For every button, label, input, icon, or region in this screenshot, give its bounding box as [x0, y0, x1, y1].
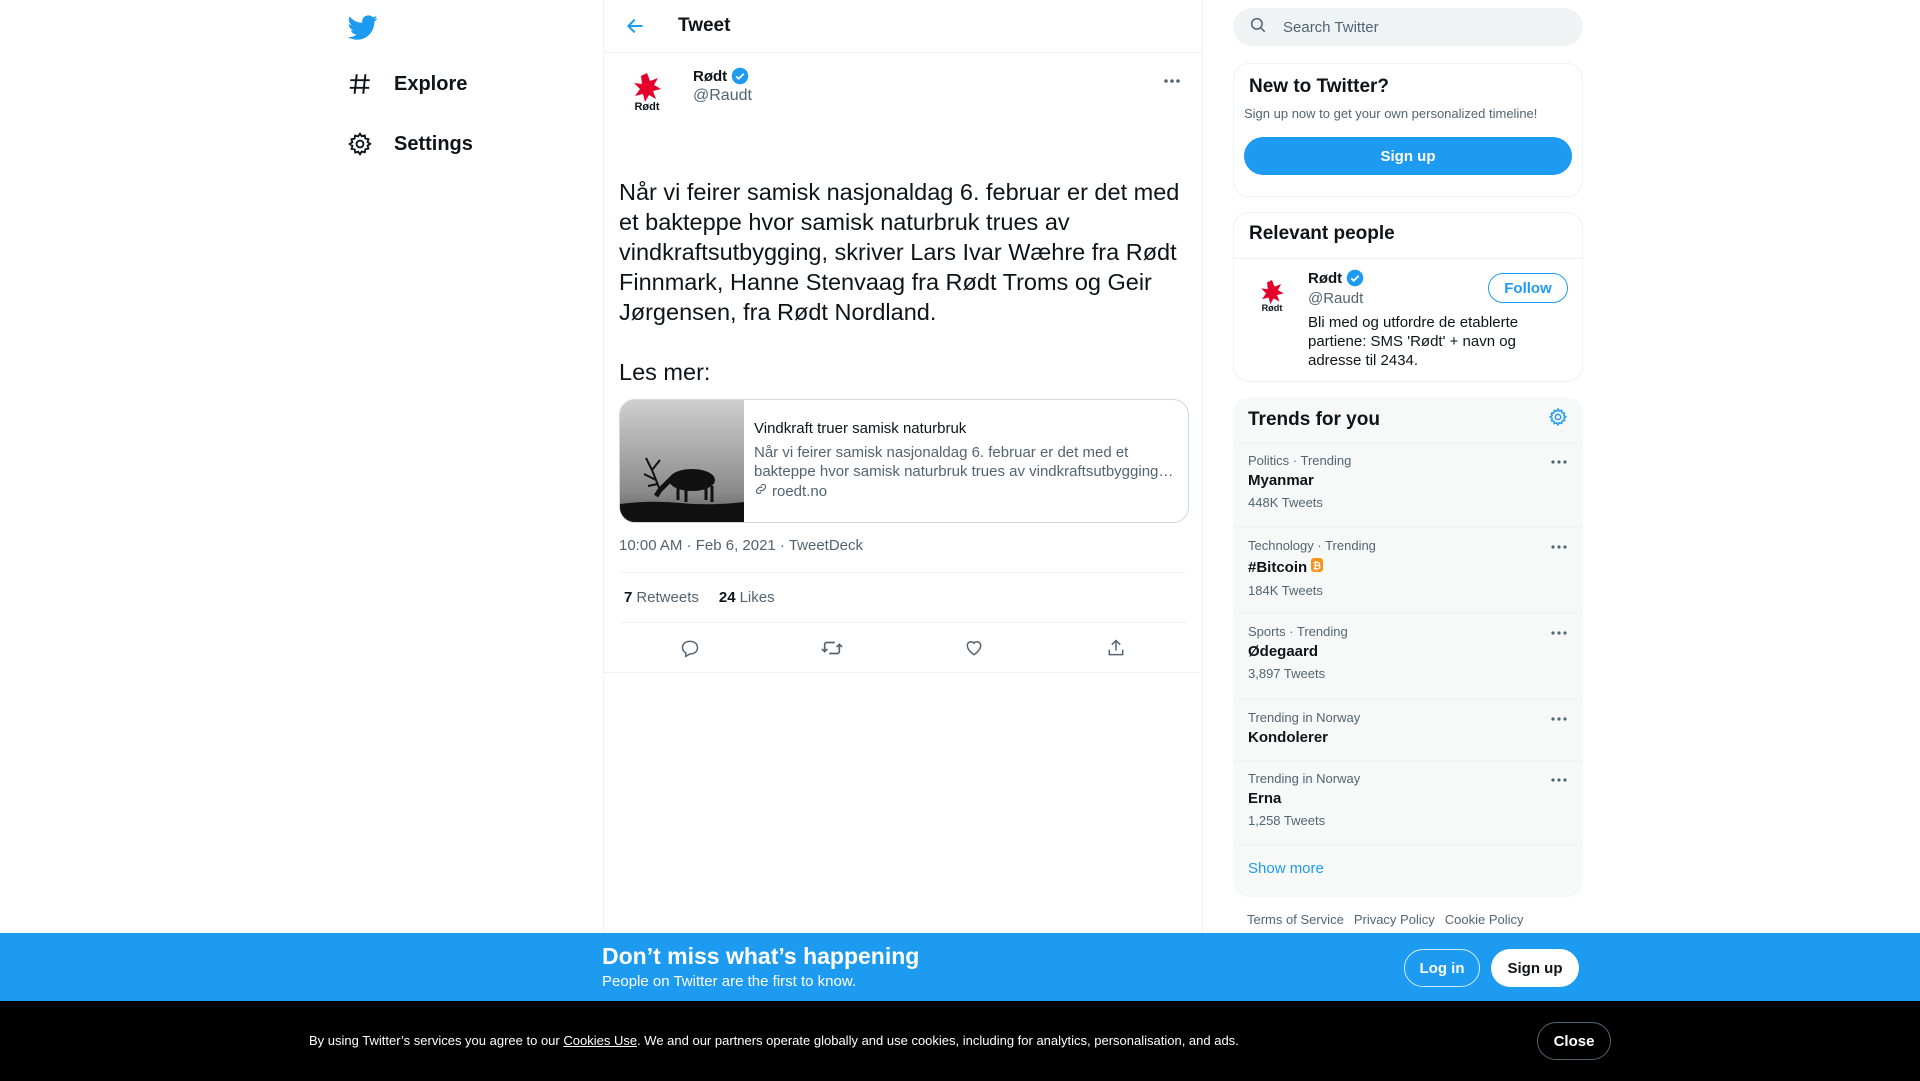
search-icon [1249, 16, 1267, 39]
back-arrow-icon[interactable] [620, 11, 650, 41]
card-domain [754, 482, 1174, 500]
reply-icon[interactable] [673, 631, 707, 665]
trends-panel [1233, 397, 1583, 897]
author-name-text: Rødt [693, 67, 728, 85]
likes-count: 24 [718, 589, 736, 606]
cookie-consent-bar [0, 1001, 1920, 1081]
svg-text:₿: ₿ [1313, 561, 1322, 572]
author-name[interactable] [693, 67, 749, 85]
link-icon [754, 482, 772, 500]
gear-icon[interactable] [1548, 407, 1568, 432]
more-options-icon[interactable] [1547, 624, 1571, 642]
tweet-author [619, 53, 1187, 125]
share-icon[interactable] [1099, 631, 1133, 665]
search-bar[interactable] [1233, 8, 1583, 46]
tweet-body: Når vi feirer samisk nasjonaldag 6. februar er det med et bakteppe hvor samisk naturbruk trues av vindkraftsutbygging, skriver Lars Ivar Wæhre fra Rødt Finnmark, Hanne Stenvaag fra Rødt Troms og Geir Jørgensen, fra Rødt Nordland. Les mer: [619, 179, 1180, 385]
author-avatar[interactable] [623, 67, 671, 115]
relevant-people-panel [1233, 212, 1583, 382]
tweet-actions [604, 623, 1202, 673]
verified-badge-icon [1346, 269, 1364, 287]
relevant-people-title: Relevant people [1234, 213, 1582, 259]
trend-category: Politics · Trending [1248, 453, 1352, 468]
like-icon[interactable] [957, 631, 991, 665]
new-to-twitter-title: New to Twitter? [1249, 76, 1390, 97]
trend-count: 448K Tweets [1248, 495, 1323, 510]
card-thumbnail [620, 400, 744, 523]
more-options-icon[interactable] [1547, 710, 1571, 728]
trend-item[interactable] [1233, 700, 1583, 761]
retweets-count: 7 [624, 589, 633, 606]
login-button[interactable]: Log in [1404, 949, 1480, 987]
signup-button[interactable]: Sign up [1491, 949, 1579, 987]
card-domain-text: roedt.no [772, 482, 828, 500]
trend-name: Erna [1248, 790, 1282, 807]
more-options-icon[interactable] [1547, 771, 1571, 789]
close-cookie-button[interactable]: Close [1537, 1022, 1611, 1060]
nav-settings[interactable] [346, 124, 473, 164]
tweet-detail [604, 53, 1202, 673]
more-options-icon[interactable] [1157, 69, 1187, 93]
trend-name: Myanmar [1248, 472, 1314, 489]
trend-category: Sports · Trending [1248, 624, 1348, 639]
trend-item[interactable] [1233, 761, 1583, 846]
sidebar-signup-button[interactable]: Sign up [1244, 137, 1572, 175]
more-options-icon[interactable] [1547, 453, 1571, 471]
relevant-handle[interactable]: @Raudt [1308, 290, 1364, 307]
trend-count: 3,897 Tweets [1248, 666, 1326, 681]
nav-explore[interactable] [346, 64, 467, 104]
trend-category: Trending in Norway [1248, 710, 1361, 725]
banner-title: Don’t miss what’s happening [602, 943, 920, 969]
card-body [744, 400, 1184, 522]
trend-count: 184K Tweets [1248, 583, 1323, 598]
relevant-name[interactable] [1308, 269, 1364, 287]
author-handle[interactable]: @Raudt [693, 87, 752, 104]
trend-category: Technology · Trending [1248, 538, 1376, 553]
cookie-text [309, 1033, 1239, 1048]
link-card[interactable] [619, 399, 1189, 523]
trend-name: Kondolerer [1248, 729, 1329, 746]
nav-explore-label: Explore [394, 72, 468, 95]
cookie-policy-link[interactable]: Cookie Policy [1444, 912, 1524, 927]
cookie-text-before: By using Twitter’s services you agree to our [309, 1033, 564, 1048]
relevant-bio: Bli med og utfordre de etablerte partiene: SMS 'Rødt' + navn og adresse til 2434. [1308, 314, 1519, 369]
trend-name-row [1248, 557, 1568, 577]
signup-banner [0, 933, 1920, 1001]
tweet-header [604, 0, 1202, 53]
trend-count: 1,258 Tweets [1248, 813, 1326, 828]
trend-category: Trending in Norway [1248, 771, 1361, 786]
main-column [603, 0, 1203, 1081]
trend-name: #Bitcoin [1248, 558, 1308, 576]
cookie-text-after: . We and our partners operate globally and use cookies, including for analytics, personalisation, and ads. [637, 1033, 1239, 1048]
card-description: Når vi feirer samisk nasjonaldag 6. februar er det med et bakteppe hvor samisk naturbruk trues av vindkraftsutbygging… [754, 444, 1174, 480]
tweet-timestamp[interactable]: 10:00 AM · Feb 6, 2021 · TweetDeck [619, 537, 1187, 573]
twitter-bird-icon[interactable] [348, 12, 378, 42]
retweet-icon[interactable] [815, 631, 849, 665]
footer-links [1247, 912, 1524, 927]
retweets-label: Retweets [636, 589, 699, 606]
trend-item[interactable] [1233, 443, 1583, 528]
gear-icon [346, 130, 374, 158]
privacy-link[interactable]: Privacy Policy [1353, 912, 1435, 927]
new-to-twitter-panel [1233, 63, 1583, 197]
terms-link[interactable]: Terms of Service [1247, 912, 1344, 927]
relevant-avatar[interactable] [1252, 275, 1292, 315]
follow-button[interactable]: Follow [1488, 273, 1568, 303]
retweets-stat[interactable] [624, 589, 699, 606]
trend-item[interactable] [1233, 528, 1583, 614]
likes-label: Likes [739, 589, 775, 606]
trends-title: Trends for you [1248, 408, 1380, 430]
hashtag-icon [346, 70, 374, 98]
likes-stat[interactable] [719, 589, 775, 606]
avatar-text: Rødt [634, 101, 660, 113]
cookies-use-link[interactable]: Cookies Use [563, 1033, 638, 1048]
relevant-name-text: Rødt [1308, 269, 1343, 287]
page-title: Tweet [678, 15, 731, 36]
trend-item[interactable] [1233, 614, 1583, 700]
search-input[interactable] [1283, 19, 1563, 36]
trends-header [1233, 397, 1583, 443]
new-to-twitter-subtitle: Sign up now to get your own personalized timeline! [1244, 106, 1538, 121]
show-more-link[interactable]: Show more [1248, 860, 1324, 877]
nav-settings-label: Settings [394, 132, 473, 155]
card-title: Vindkraft truer samisk naturbruk [754, 420, 967, 437]
verified-badge-icon [731, 67, 749, 85]
bitcoin-icon [1310, 557, 1324, 577]
more-options-icon[interactable] [1547, 538, 1571, 556]
trend-name: Ødegaard [1248, 643, 1319, 660]
relevant-avatar-text: Rødt [1261, 302, 1283, 313]
banner-subtitle: People on Twitter are the first to know. [602, 973, 857, 990]
tweet-stats [619, 573, 1187, 623]
tweet-text [619, 177, 1194, 387]
